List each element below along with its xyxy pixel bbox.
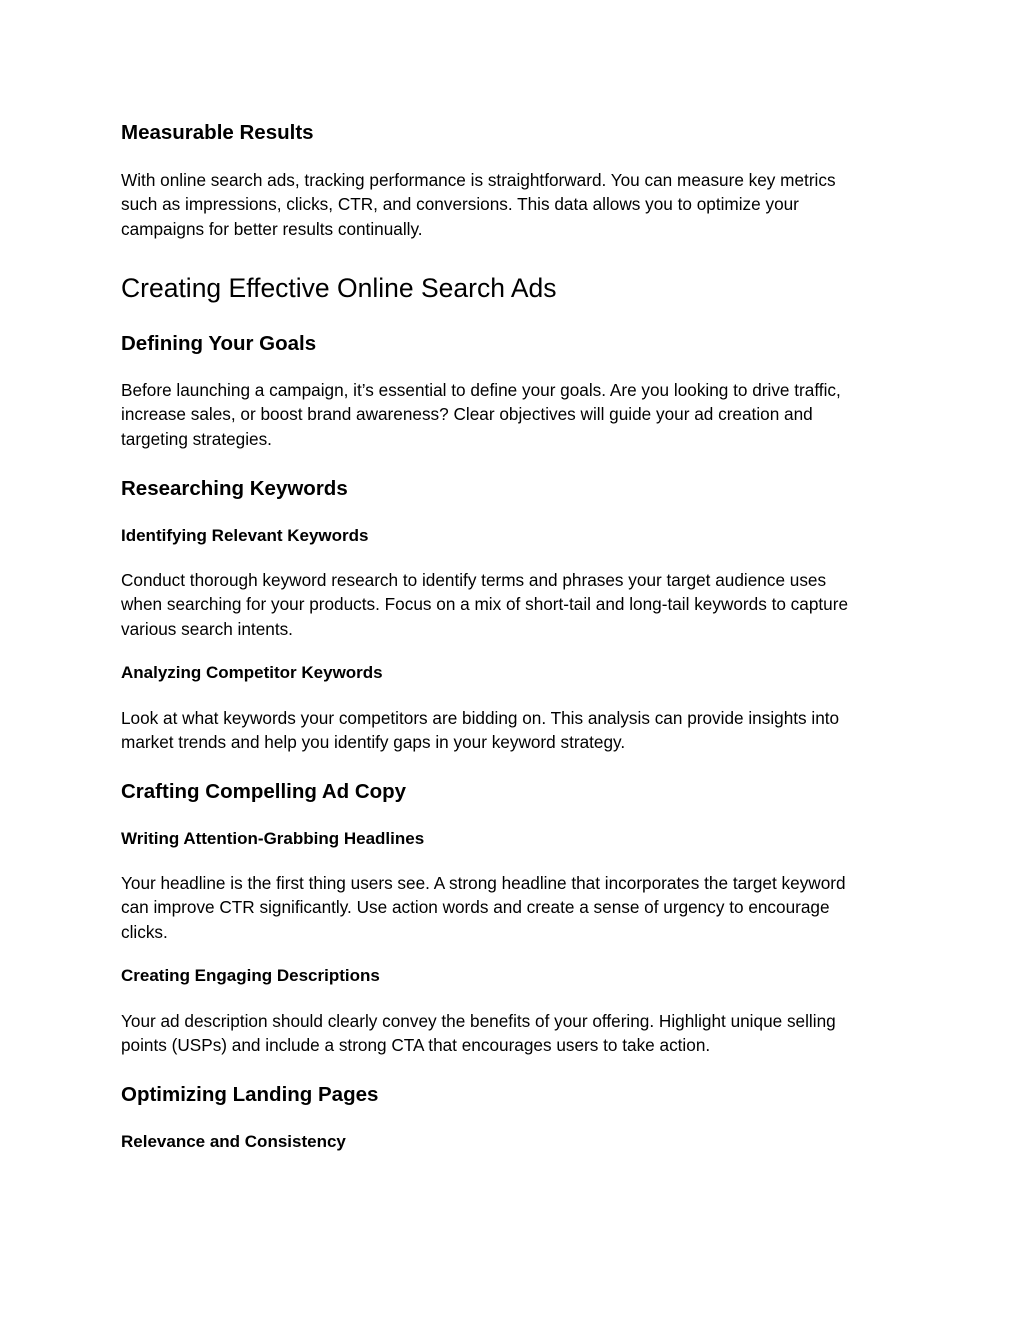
paragraph-identifying-keywords — [121, 568, 911, 641]
section-title-creating-effective-ads: Creating Effective Online Search Ads — [121, 273, 557, 303]
paragraph-writing-headlines — [121, 871, 911, 944]
paragraph-line: Your ad description should clearly convey the benefits of your offering. Highlight unique selling — [121, 1011, 836, 1031]
paragraph-analyzing-competitor-keywords — [121, 706, 911, 755]
heading-defining-goals: Defining Your Goals — [121, 332, 317, 355]
paragraph-line: can improve CTR significantly. Use action words and create a sense of urgency to encourage — [121, 897, 830, 918]
paragraph-line: such as impressions, clicks, CTR, and conversions. This data allows you to optimize your — [121, 194, 799, 215]
paragraph-engaging-descriptions — [121, 1009, 911, 1058]
heading-crafting-ad-copy: Crafting Compelling Ad Copy — [121, 780, 407, 803]
paragraph-line: targeting strategies. — [121, 428, 272, 449]
paragraph-line: when searching for your products. Focus on a mix of short-tail and long-tail keywords to capture — [121, 594, 849, 615]
paragraph-line: campaigns for better results continually. — [121, 218, 423, 239]
subheading-relevance-consistency: Relevance and Consistency — [121, 1132, 346, 1151]
paragraph-line: Before launching a campaign, it’s essential to define your goals. Are you looking to drive traffic, — [121, 380, 841, 400]
subheading-analyzing-competitor-keywords: Analyzing Competitor Keywords — [121, 663, 383, 682]
paragraph-defining-goals — [121, 378, 911, 451]
subheading-identifying-keywords: Identifying Relevant Keywords — [121, 526, 369, 545]
paragraph-line: clicks. — [121, 921, 168, 942]
heading-optimizing-landing-pages: Optimizing Landing Pages — [121, 1083, 379, 1106]
heading-researching-keywords: Researching Keywords — [121, 477, 348, 500]
paragraph-line: Look at what keywords your competitors are bidding on. This analysis can provide insights into — [121, 708, 840, 728]
paragraph-line: With online search ads, tracking performance is straightforward. You can measure key metrics — [121, 170, 836, 190]
paragraph-line: points (USPs) and include a strong CTA that encourages users to take action. — [121, 1035, 711, 1056]
paragraph-measurable-results — [121, 168, 911, 241]
paragraph-line: Conduct thorough keyword research to identify terms and phrases your target audience uses — [121, 570, 827, 590]
paragraph-line: various search intents. — [121, 618, 293, 639]
subheading-writing-headlines: Writing Attention-Grabbing Headlines — [121, 829, 425, 848]
paragraph-line: Your headline is the first thing users see. A strong headline that incorporates the target keyword — [121, 873, 846, 893]
paragraph-line: increase sales, or boost brand awareness? Clear objectives will guide your ad creation and — [121, 404, 813, 425]
heading-measurable-results: Measurable Results — [121, 121, 314, 144]
subheading-engaging-descriptions: Creating Engaging Descriptions — [121, 966, 380, 985]
paragraph-line: market trends and help you identify gaps in your keyword strategy. — [121, 732, 626, 753]
